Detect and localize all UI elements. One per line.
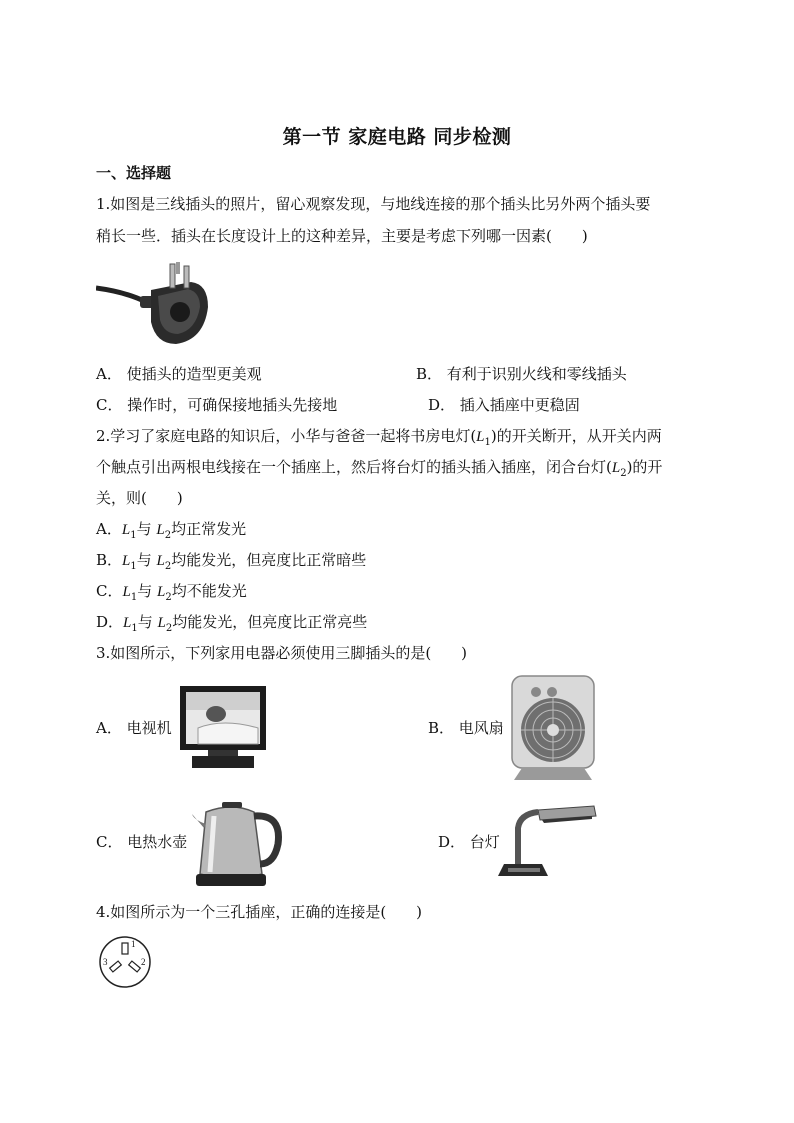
electric-kettle-image	[192, 794, 284, 890]
q1-option-c[interactable]: C． 操作时，可确保接地插头先接地	[96, 396, 338, 414]
option-text: 与	[136, 551, 152, 569]
l2-symbol: L	[611, 460, 621, 476]
q4-stem: 4.如图所示为一个三孔插座，正确的连接是( )	[96, 903, 423, 921]
option-prefix: C．	[96, 582, 123, 600]
q2-text: 2.学习了家庭电路的知识后，小华与爸爸一起将书房电灯(	[96, 427, 477, 445]
q2-option-d[interactable]	[96, 612, 367, 639]
l1-symbol: L	[123, 615, 132, 631]
q1-stem-line1: 1.如图是三线插头的照片，留心观察发现，与地线连接的那个插头比另外两个插头要	[96, 195, 651, 213]
electric-fan-image	[508, 674, 598, 782]
q1-stem-line2: 稍长一些．插头在长度设计上的这种差异，主要是考虑下列哪一因素( )	[96, 227, 588, 245]
q3-option-b[interactable]: B． 电风扇	[428, 719, 504, 737]
l1-symbol: L	[476, 429, 485, 445]
television-image	[178, 684, 268, 772]
l2-subscript: 2	[165, 592, 172, 603]
q2-option-a[interactable]	[96, 519, 246, 546]
l2-subscript: 2	[164, 561, 172, 572]
l1-subscript: 1	[130, 530, 137, 541]
l2-symbol: L	[156, 522, 165, 538]
l1-subscript: 1	[130, 592, 138, 603]
three-hole-socket-diagram	[97, 934, 153, 990]
l2-subscript: 2	[165, 623, 173, 634]
option-prefix: B．	[96, 551, 123, 569]
l1-symbol: L	[122, 553, 131, 569]
q1-option-d[interactable]: D． 插入插座中更稳固	[428, 396, 580, 414]
socket-label-3: 3	[103, 957, 108, 967]
page-title: 第一节 家庭电路 同步检测	[282, 126, 512, 148]
option-text: 与	[137, 582, 153, 600]
option-prefix: D．	[96, 613, 124, 631]
q3-option-d[interactable]: D． 台灯	[438, 833, 500, 851]
l2-subscript: 2	[620, 468, 627, 479]
q2-option-c[interactable]	[96, 581, 247, 608]
option-text: 均能发光，但亮度比正常暗些	[171, 551, 367, 569]
l2-subscript: 2	[164, 530, 172, 541]
section-heading: 一、选择题	[96, 164, 172, 182]
q2-stem-line2	[96, 457, 662, 484]
q3-option-c[interactable]: C． 电热水壶	[96, 833, 188, 851]
q3-option-a[interactable]: A． 电视机	[96, 719, 172, 737]
q1-option-a[interactable]: A． 使插头的造型更美观	[96, 365, 262, 383]
l2-symbol: L	[157, 584, 166, 600]
option-text: 与	[137, 613, 153, 631]
q1-option-b[interactable]: B． 有利于识别火线和零线插头	[416, 365, 627, 383]
desk-lamp-image	[498, 804, 598, 880]
q2-text: )的开关断开，从开关内两	[490, 427, 662, 445]
l1-symbol: L	[122, 584, 131, 600]
q2-text: )的开	[626, 458, 663, 476]
option-text: 均正常发光	[171, 520, 247, 538]
q2-stem-line1	[96, 426, 662, 453]
three-pin-plug-image	[96, 262, 216, 352]
q2-stem-line3: 关，则( )	[96, 489, 183, 507]
q2-option-b[interactable]	[96, 550, 366, 577]
option-text: 与	[136, 520, 152, 538]
q3-stem: 3.如图所示，下列家用电器必须使用三脚插头的是( )	[96, 644, 468, 662]
l2-symbol: L	[156, 553, 165, 569]
l1-symbol: L	[121, 522, 131, 538]
l1-subscript: 1	[484, 437, 491, 448]
l1-subscript: 1	[131, 623, 138, 634]
socket-label-1: 1	[131, 939, 136, 949]
option-text: 均不能发光	[171, 582, 247, 600]
l2-symbol: L	[157, 615, 166, 631]
q2-text: 个触点引出两根电线接在一个插座上，然后将台灯的插头插入插座，闭合台灯(	[96, 458, 612, 476]
socket-label-2: 2	[141, 957, 146, 967]
l1-subscript: 1	[130, 561, 137, 572]
option-prefix: A．	[96, 520, 122, 538]
option-text: 均能发光，但亮度比正常亮些	[172, 613, 368, 631]
